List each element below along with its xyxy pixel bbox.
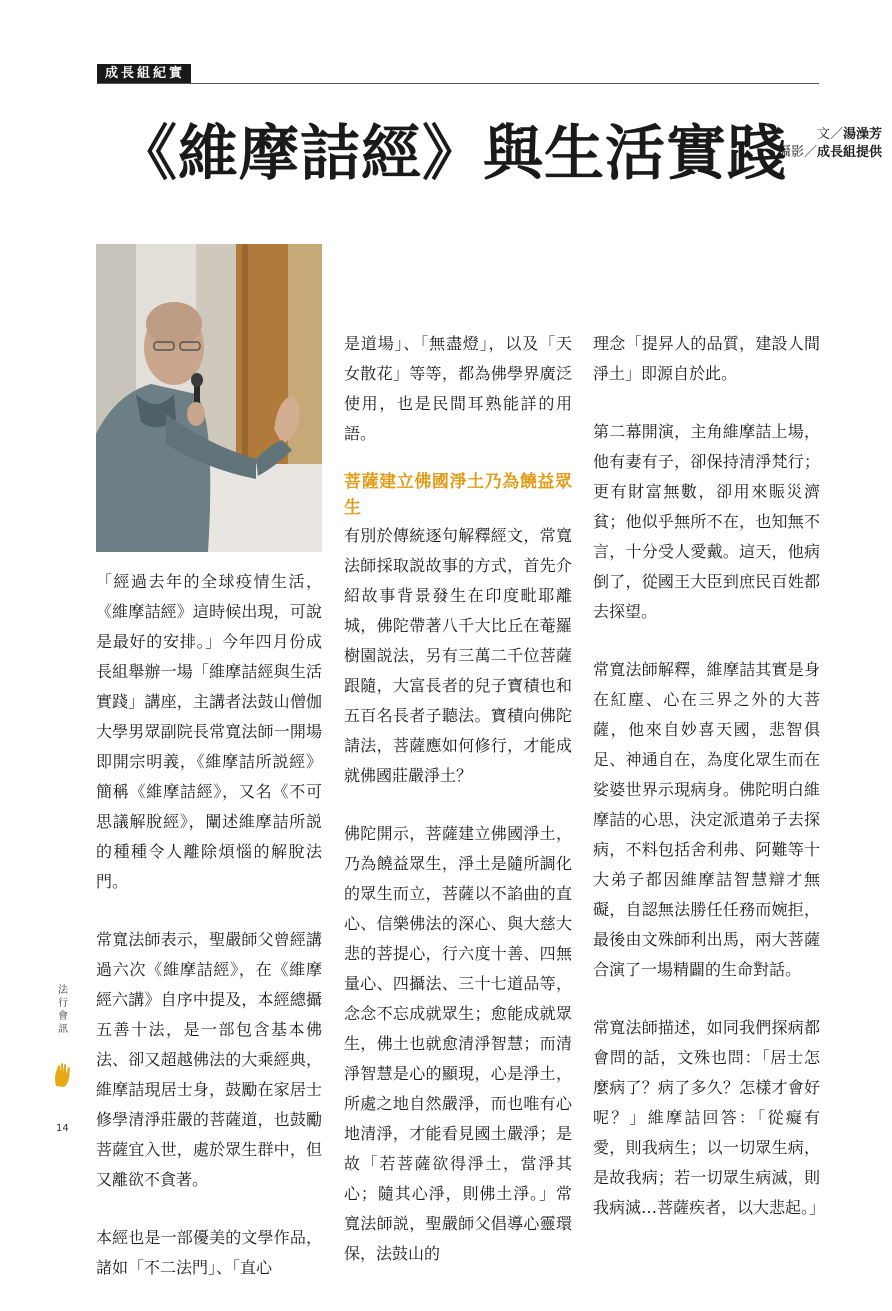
credits	[722, 126, 882, 162]
speaker-photo	[96, 244, 322, 552]
paragraph: 第二幕開演，主角維摩詰上場，他有妻有子，卻保持清淨梵行；更有財富無數，卻用來賑災濟貧；他似乎無所不在，也知無不言，十分受人愛戴。這天，他病倒了，從國王大臣到庶民百姓都去探望。	[593, 422, 820, 621]
column-2	[344, 329, 572, 1297]
paragraph: 理念「提昇人的品質，建設人間淨土」即源自於此。	[593, 334, 820, 383]
subheading: 菩薩建立佛國淨土乃為饒益眾生	[344, 472, 572, 518]
column-3	[593, 329, 826, 1251]
paragraph: 佛陀開示，菩薩建立佛國淨土，乃為饒益眾生，淨土是隨所調化的眾生而立，菩薩以不諂曲的直心、信樂佛法的深心、與大慈大悲的菩提心，行六度十善、四無量心、四攝法、三十七道品等，念念不忘成就眾生；愈能成就眾生，佛土也就愈清淨智慧；而清淨智慧是心的顯現，心是淨土，所處之地自然嚴淨，而也唯有心地清淨，才能看見國土嚴淨；是故「若菩薩欲得淨土，當淨其心；隨其心淨，則佛土淨。」常寬法師説，聖嚴師父倡導心靈環保，法鼓山的	[344, 824, 572, 1263]
paragraph: 常寬法師解釋，維摩詰其實是身在紅塵、心在三界之外的大菩薩，他來自妙喜天國，悲智俱足、神通自在，為度化眾生而在娑婆世界示現病身。佛陀明白維摩詰的心思，決定派遣弟子去探病，不料包括舍利弗、阿難等十大弟子都因維摩詰智慧辯才無礙，自認無法勝任任務而婉拒，最後由文殊師利出馬，兩大菩薩合演了一場精闢的生命對話。	[593, 660, 820, 979]
hand-icon	[52, 1062, 74, 1092]
header-rule	[97, 83, 819, 84]
author-prefix: 文／	[816, 127, 843, 142]
photographer-name: 成長組提供	[816, 145, 882, 160]
side-label-char: 訊	[58, 1024, 68, 1035]
paragraph: 有別於傳統逐句解釋經文，常寬法師採取説故事的方式，首先介紹故事背景發生在印度毗耶離城，佛陀帶著八千大比丘在菴羅樹園説法，另有三萬二千位菩薩跟隨，大富長者的兒子寶積也和五百名長者子聽法。寶積向佛陀請法，菩薩應如何修行，才能成就佛國莊嚴淨土？	[344, 526, 572, 785]
magazine-side-label	[56, 984, 70, 1036]
side-label-char: 行	[58, 998, 68, 1009]
page-number: 14	[56, 1123, 69, 1134]
author-name: 湯澡芳	[842, 127, 882, 142]
column-1	[96, 567, 322, 1311]
article-title: 《維摩詰經》與生活實踐	[117, 119, 788, 189]
side-label-char: 法	[58, 985, 68, 996]
photographer-prefix: 攝影／	[777, 145, 817, 160]
side-label-char: 會	[58, 1011, 68, 1022]
paragraph: 「經過去年的全球疫情生活，《維摩詰經》這時候出現，可說是最好的安排。」今年四月份成長組舉辦一場「維摩詰經與生活實踐」講座，主講者法鼓山僧伽大學男眾副院長常寬法師一開場即開宗明義，《維摩詰所説經》簡稱《維摩詰經》，又名《不可思議解脫經》，闡述維摩詰所説的種種令人離除煩惱的解脫法門。	[96, 572, 322, 891]
paragraph: 常寬法師描述，如同我們探病都會問的話，文殊也問：「居士怎麼病了？病了多久？怎樣才會好呢？」維摩詰回答：「從癡有愛，則我病生；以一切眾生病，是故我病；若一切眾生病滅，則我病滅…菩薩疾者，以大悲起。」	[593, 1018, 826, 1217]
paragraph: 是道場」、「無盡燈」，以及「天女散花」等等，都為佛學界廣泛使用，也是民間耳熟能詳的用語。	[344, 334, 572, 443]
paragraph: 本經也是一部優美的文學作品，諸如「不二法門」、「直心	[96, 1228, 322, 1277]
paragraph: 常寬法師表示，聖嚴師父曾經講過六次《維摩詰經》，在《維摩經六講》自序中提及，本經總攝五善十法，是一部包含基本佛法、卻又超越佛法的大乘經典，維摩詰現居士身，鼓勵在家居士修學清淨莊嚴的菩薩道，也鼓勵菩薩宜入世，處於眾生群中，但又離欲不貪著。	[96, 930, 322, 1189]
section-tag: 成長組紀實	[97, 64, 191, 83]
